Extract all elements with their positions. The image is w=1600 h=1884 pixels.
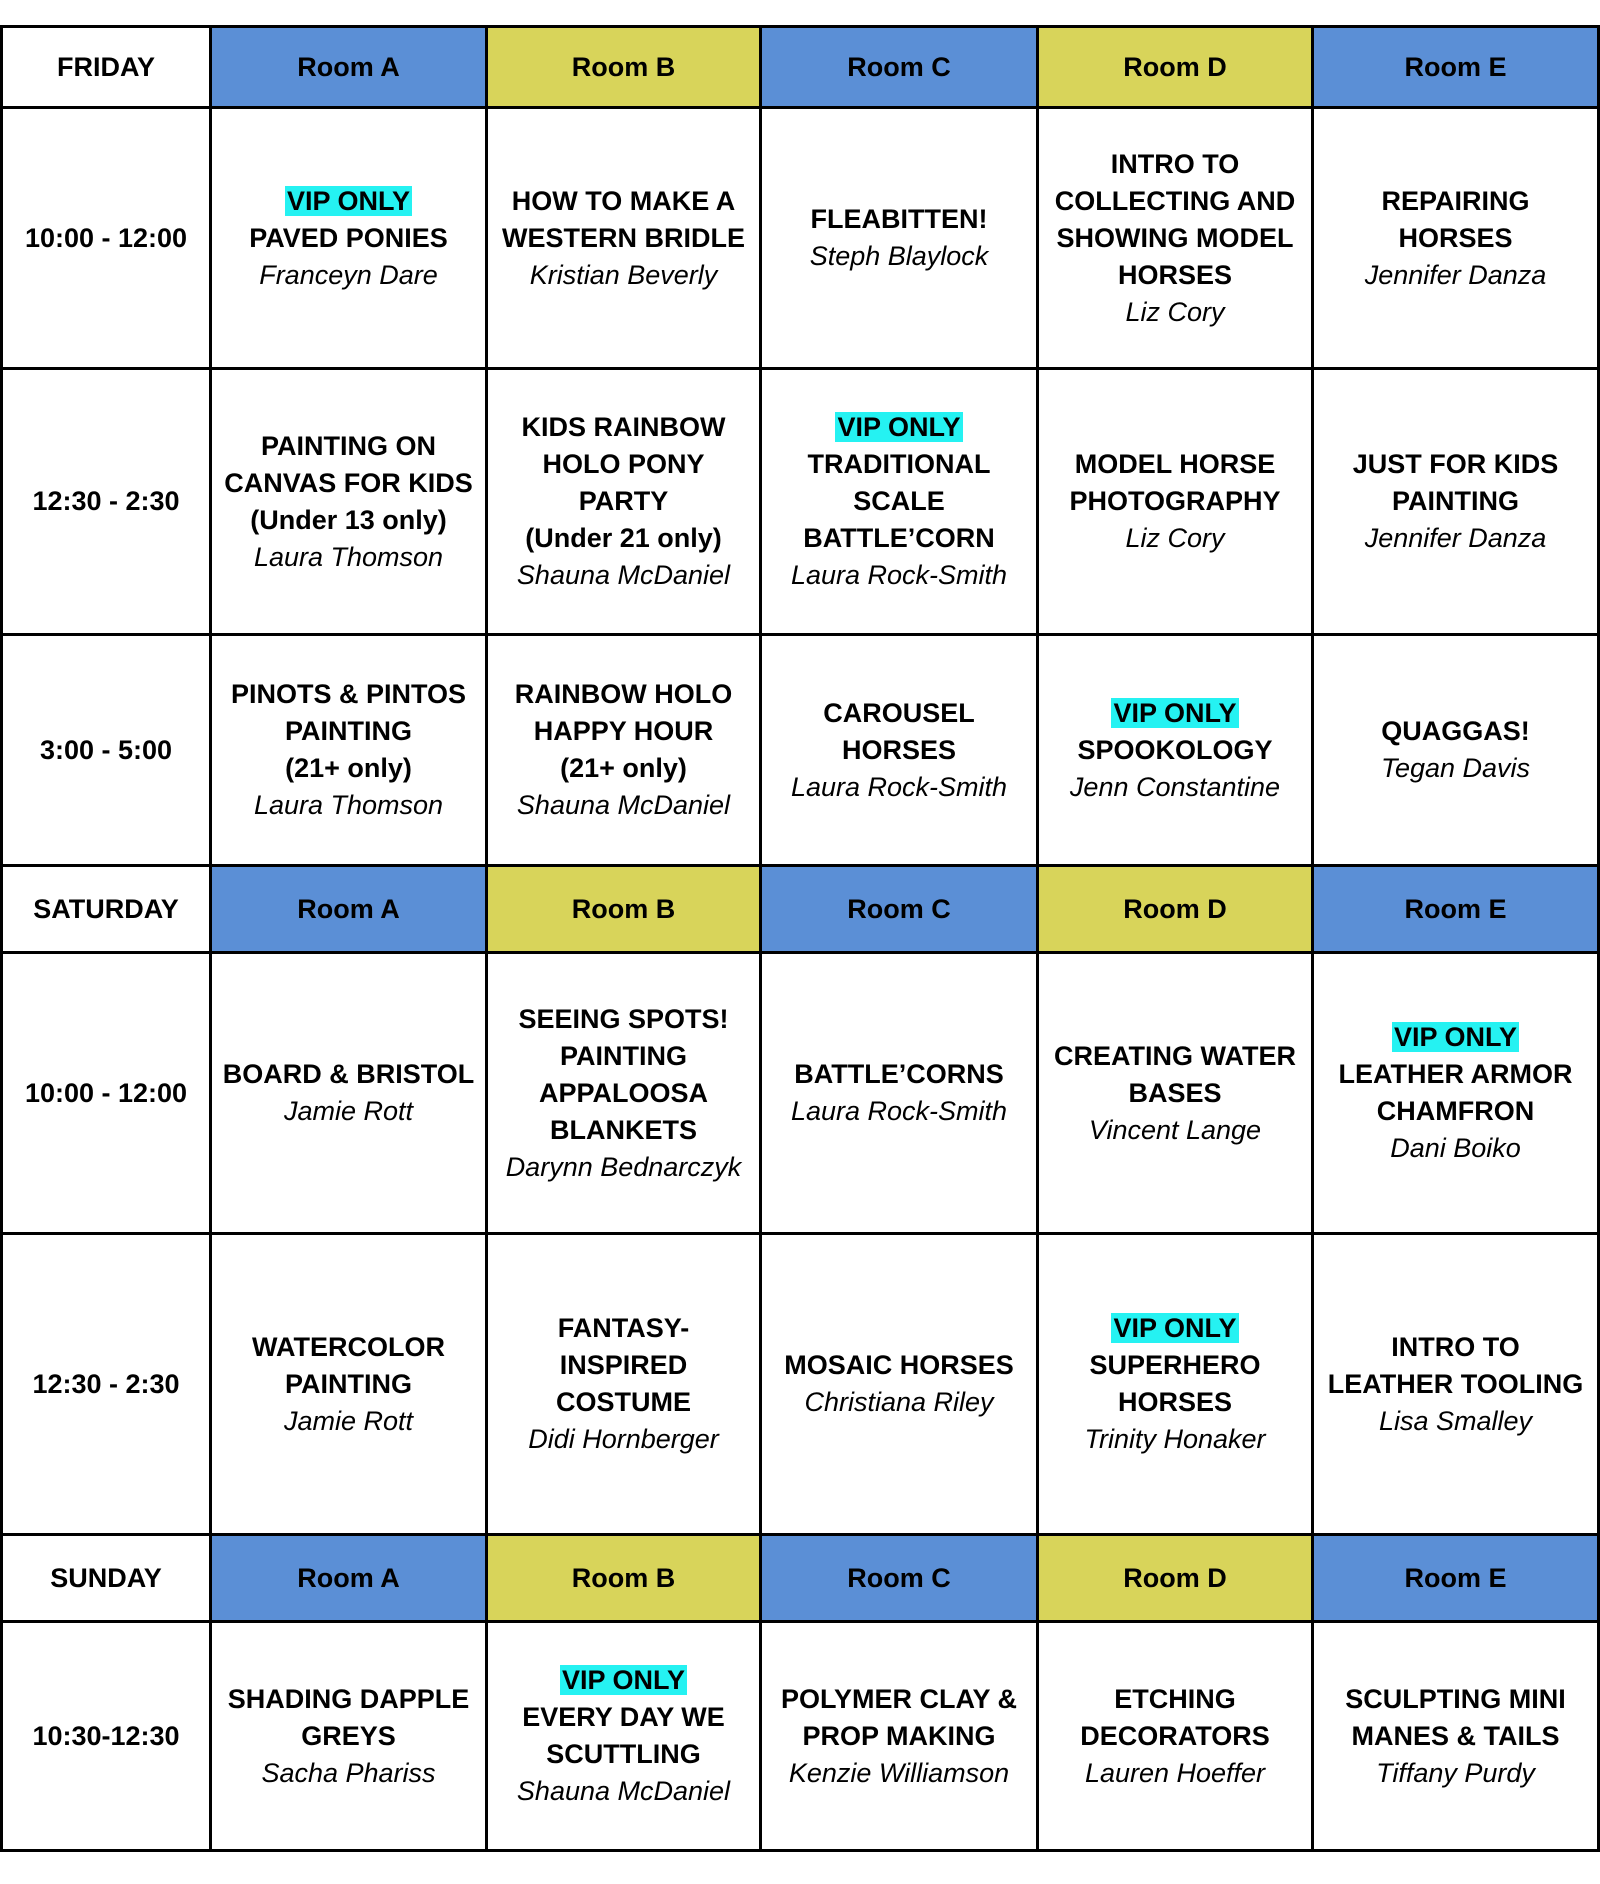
session-cell: [211, 953, 487, 1234]
vip-only-badge: VIP ONLY: [1113, 1313, 1237, 1343]
session-cell: [487, 1234, 761, 1535]
instructor-name: Jamie Rott: [283, 1405, 414, 1436]
room-header-b: Room B: [487, 1535, 761, 1622]
vip-only-badge: VIP ONLY: [561, 1665, 686, 1695]
session-cell: [211, 1234, 487, 1535]
session-title-line: (21+ only): [560, 753, 687, 783]
session-cell: [211, 635, 487, 866]
session-row: [2, 108, 1599, 369]
session-cell: [761, 369, 1038, 635]
session-title-line: INTRO TO: [1110, 148, 1240, 179]
session-title-line: FLEABITTEN!: [810, 204, 988, 234]
instructor-name: Laura Rock-Smith: [790, 771, 1008, 802]
session-cell: [761, 108, 1038, 369]
instructor-name: Laura Thomson: [253, 541, 444, 572]
session-title-line: MANES & TAILS: [1351, 1720, 1560, 1751]
room-header-a: Room A: [211, 866, 487, 953]
instructor-name: Sacha Phariss: [261, 1757, 436, 1788]
session-title-line: CREATING WATER: [1054, 1040, 1296, 1071]
vip-line: [218, 183, 479, 220]
session-title-line: QUAGGAS!: [1381, 716, 1530, 746]
vip-line: [1045, 695, 1305, 732]
vip-line: [1045, 1310, 1305, 1347]
session-cell: [1313, 1234, 1599, 1535]
session-cell: [1313, 108, 1599, 369]
session-title-line: HOW TO MAKE A: [511, 185, 736, 216]
room-header-c: Room C: [761, 27, 1038, 108]
session-cell: [211, 1622, 487, 1851]
session-title-line: HAPPY HOUR: [533, 716, 714, 746]
schedule-table: [0, 25, 1600, 1852]
time-slot: 12:30 - 2:30: [2, 1234, 211, 1535]
instructor-name: Lauren Hoeffer: [1084, 1757, 1266, 1788]
room-header-e: Room E: [1313, 1535, 1599, 1622]
session-title-line: LEATHER ARMOR: [1338, 1059, 1573, 1089]
vip-only-badge: VIP ONLY: [286, 185, 411, 216]
instructor-name: Christiana Riley: [804, 1387, 994, 1417]
time-slot: 10:00 - 12:00: [2, 108, 211, 369]
time-slot: 10:30-12:30: [2, 1622, 211, 1851]
session-title-line: PAINTING: [285, 1368, 412, 1399]
session-title-line: EVERY DAY WE: [522, 1702, 725, 1732]
vip-line: [494, 1662, 753, 1699]
vip-line: [768, 409, 1030, 446]
instructor-name: Shauna McDaniel: [516, 560, 731, 590]
instructor-name: Shauna McDaniel: [516, 790, 731, 820]
room-header-d: Room D: [1038, 1535, 1313, 1622]
time-slot: 10:00 - 12:00: [2, 953, 211, 1234]
session-cell: [1038, 1234, 1313, 1535]
room-header-d: Room D: [1038, 27, 1313, 108]
session-cell: [761, 635, 1038, 866]
room-header-e: Room E: [1313, 27, 1599, 108]
session-cell: [1313, 369, 1599, 635]
session-title-line: SHADING DAPPLE: [227, 1683, 470, 1714]
session-title-line: PINOTS & PINTOS: [230, 679, 467, 709]
session-cell: [1313, 1622, 1599, 1851]
instructor-name: Tegan Davis: [1380, 753, 1531, 783]
session-cell: [211, 108, 487, 369]
instructor-name: Darynn Bednarczyk: [505, 1151, 742, 1182]
instructor-name: Laura Rock-Smith: [790, 560, 1008, 590]
session-title-line: BASES: [1128, 1077, 1222, 1108]
session-title-line: MODEL HORSE: [1074, 449, 1276, 479]
session-cell: [487, 635, 761, 866]
session-title-line: SHOWING MODEL: [1056, 222, 1294, 253]
instructor-name: Trinity Honaker: [1084, 1424, 1266, 1454]
session-title-line: KIDS RAINBOW: [521, 412, 726, 442]
session-title-line: COLLECTING AND: [1054, 185, 1296, 216]
session-title-line: REPAIRING: [1381, 185, 1530, 216]
session-cell: [1038, 635, 1313, 866]
instructor-name: Shauna McDaniel: [516, 1776, 731, 1806]
session-cell: [487, 1622, 761, 1851]
session-title-line: BATTLE’CORN: [803, 523, 995, 553]
instructor-name: Liz Cory: [1125, 523, 1225, 553]
session-title-line: POLYMER CLAY &: [780, 1683, 1018, 1714]
instructor-name: Dani Boiko: [1390, 1133, 1521, 1163]
time-slot: 3:00 - 5:00: [2, 635, 211, 866]
session-title-line: DECORATORS: [1080, 1720, 1270, 1751]
session-title-line: HOLO PONY: [542, 449, 705, 479]
session-cell: [1038, 369, 1313, 635]
session-title-line: PAINTING ON: [261, 430, 436, 461]
session-title-line: SCALE: [853, 486, 945, 516]
session-title-line: HORSES: [1117, 259, 1233, 290]
instructor-name: Franceyn Dare: [259, 259, 438, 290]
session-cell: [761, 953, 1038, 1234]
instructor-name: Tiffany Purdy: [1376, 1757, 1535, 1788]
session-title-line: (Under 21 only): [525, 523, 722, 553]
session-title-line: WESTERN BRIDLE: [502, 222, 745, 253]
session-title-line: CANVAS FOR KIDS: [224, 467, 473, 498]
session-title-line: HORSES: [1117, 1387, 1233, 1417]
session-title-line: RAINBOW HOLO: [514, 679, 733, 709]
session-cell: [761, 1234, 1038, 1535]
session-title-line: SUPERHERO: [1089, 1350, 1261, 1380]
room-header-c: Room C: [761, 866, 1038, 953]
vip-only-badge: VIP ONLY: [1393, 1022, 1518, 1052]
session-title-line: BOARD & BRISTOL: [222, 1059, 475, 1089]
room-header-a: Room A: [211, 1535, 487, 1622]
session-title-line: SEEING SPOTS!: [518, 1003, 729, 1034]
instructor-name: Liz Cory: [1125, 296, 1225, 327]
saturday-header-row: [2, 866, 1599, 953]
sunday-header-row: [2, 1535, 1599, 1622]
session-title-line: (Under 13 only): [250, 504, 447, 535]
room-header-b: Room B: [487, 866, 761, 953]
instructor-name: Jennifer Danza: [1364, 259, 1547, 290]
room-header-d: Room D: [1038, 866, 1313, 953]
instructor-name: Steph Blaylock: [809, 241, 989, 271]
session-cell: [761, 1622, 1038, 1851]
session-title-line: ETCHING: [1114, 1683, 1236, 1714]
session-title-line: PROP MAKING: [802, 1720, 996, 1751]
session-title-line: CHAMFRON: [1376, 1096, 1535, 1126]
instructor-name: Laura Rock-Smith: [790, 1096, 1008, 1126]
session-row: [2, 1234, 1599, 1535]
instructor-name: Jennifer Danza: [1364, 523, 1547, 553]
session-title-line: PHOTOGRAPHY: [1069, 486, 1281, 516]
session-title-line: BATTLE’CORNS: [794, 1059, 1004, 1089]
session-title-line: COSTUME: [556, 1387, 691, 1417]
session-title-line: SCUTTLING: [546, 1739, 701, 1769]
instructor-name: Jamie Rott: [283, 1096, 414, 1126]
vip-only-badge: VIP ONLY: [837, 412, 961, 442]
session-title-line: PAVED PONIES: [249, 222, 448, 253]
instructor-name: Laura Thomson: [253, 790, 444, 820]
session-row: [2, 635, 1599, 866]
session-cell: [487, 953, 761, 1234]
session-cell: [1038, 108, 1313, 369]
session-title-line: LEATHER TOOLING: [1327, 1368, 1584, 1399]
instructor-name: Jenn Constantine: [1069, 771, 1281, 802]
session-title-line: SCULPTING MINI: [1345, 1683, 1566, 1714]
session-row: [2, 1622, 1599, 1851]
room-header-e: Room E: [1313, 866, 1599, 953]
session-title-line: BLANKETS: [550, 1114, 697, 1145]
session-cell: [1038, 953, 1313, 1234]
day-label-sunday: SUNDAY: [2, 1535, 211, 1622]
session-row: [2, 953, 1599, 1234]
session-title-line: PAINTING: [285, 716, 412, 746]
room-header-c: Room C: [761, 1535, 1038, 1622]
session-cell: [487, 369, 761, 635]
vip-only-badge: VIP ONLY: [1113, 697, 1237, 728]
session-cell: [211, 369, 487, 635]
session-title-line: TRADITIONAL: [807, 449, 991, 479]
session-title-line: CAROUSEL HORSES: [823, 697, 975, 765]
session-title-line: GREYS: [301, 1720, 396, 1751]
day-label-saturday: SATURDAY: [2, 866, 211, 953]
session-title-line: JUST FOR KIDS: [1352, 449, 1559, 479]
time-slot: 12:30 - 2:30: [2, 369, 211, 635]
session-row: [2, 369, 1599, 635]
workshop-schedule: [0, 25, 1597, 1852]
session-title-line: PARTY: [578, 486, 669, 516]
vip-line: [1320, 1019, 1591, 1056]
session-title-line: INTRO TO: [1391, 1331, 1520, 1362]
session-title-line: APPALOOSA: [538, 1077, 708, 1108]
session-title-line: PAINTING: [1392, 486, 1519, 516]
session-title-line: FANTASY-: [557, 1313, 690, 1343]
session-title-line: (21+ only): [285, 753, 412, 783]
day-label-friday: FRIDAY: [2, 27, 211, 108]
friday-header-row: [2, 27, 1599, 108]
instructor-name: Kenzie Williamson: [788, 1757, 1010, 1788]
room-header-a: Room A: [211, 27, 487, 108]
instructor-name: Lisa Smalley: [1378, 1405, 1533, 1436]
session-title-line: MOSAIC HORSES: [784, 1350, 1014, 1380]
instructor-name: Didi Hornberger: [528, 1424, 719, 1454]
session-title-line: HORSES: [1398, 222, 1513, 253]
session-title-line: PAINTING: [560, 1040, 687, 1071]
session-cell: [1038, 1622, 1313, 1851]
room-header-b: Room B: [487, 27, 761, 108]
session-cell: [1313, 953, 1599, 1234]
session-cell: [1313, 635, 1599, 866]
session-cell: [487, 108, 761, 369]
instructor-name: Kristian Beverly: [529, 259, 718, 290]
instructor-name: Vincent Lange: [1088, 1114, 1262, 1145]
session-title-line: WATERCOLOR: [252, 1331, 445, 1362]
session-title-line: SPOOKOLOGY: [1077, 734, 1273, 765]
session-title-line: INSPIRED: [559, 1350, 688, 1380]
